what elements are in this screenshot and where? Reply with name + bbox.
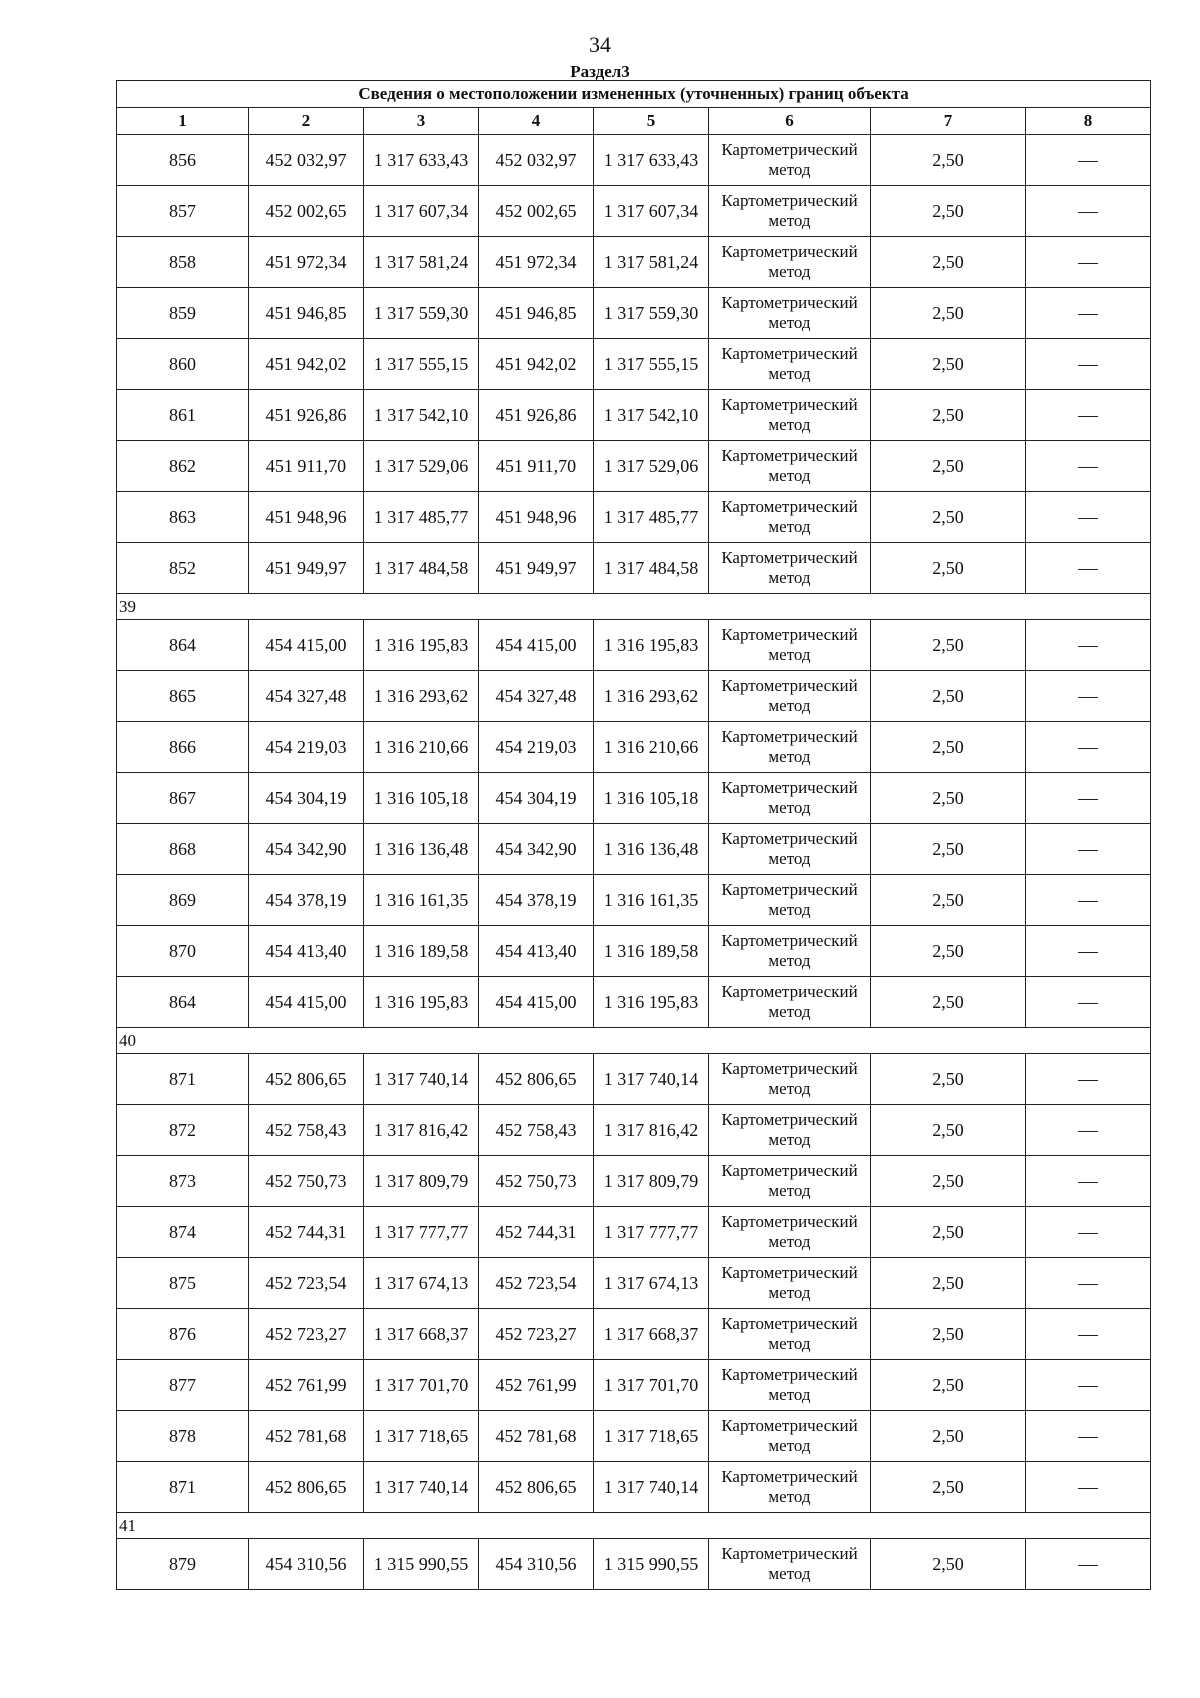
- cell-col-2: 452 744,31: [249, 1207, 364, 1258]
- cell-col-6: Картометрический метод: [709, 1411, 871, 1462]
- cell-col-1: 876: [117, 1309, 249, 1360]
- cell-col-2: 454 342,90: [249, 824, 364, 875]
- cell-col-6: Картометрический метод: [709, 671, 871, 722]
- cell-col-4: 451 949,97: [479, 543, 594, 594]
- cell-col-5: 1 317 777,77: [594, 1207, 709, 1258]
- table-caption: Сведения о местоположении измененных (уточненных) границ объекта: [117, 81, 1151, 108]
- cell-col-5: 1 317 701,70: [594, 1360, 709, 1411]
- dash-mark: [1078, 161, 1098, 162]
- cell-col-4: 454 415,00: [479, 977, 594, 1028]
- empty-value-dash: [1026, 1462, 1151, 1513]
- cell-col-6: Картометрический метод: [709, 237, 871, 288]
- cell-col-2: 454 219,03: [249, 722, 364, 773]
- cell-col-6: Картометрический метод: [709, 288, 871, 339]
- cell-col-1: 856: [117, 135, 249, 186]
- cell-col-7: 2,50: [871, 543, 1026, 594]
- cell-col-1: 867: [117, 773, 249, 824]
- cell-col-1: 877: [117, 1360, 249, 1411]
- table-row: [117, 620, 1151, 671]
- cell-col-1: 873: [117, 1156, 249, 1207]
- empty-value-dash: [1026, 875, 1151, 926]
- empty-value-dash: [1026, 543, 1151, 594]
- empty-value-dash: [1026, 492, 1151, 543]
- table-row: [117, 1360, 1151, 1411]
- cell-col-5: 1 317 485,77: [594, 492, 709, 543]
- cell-col-1: 879: [117, 1539, 249, 1590]
- contour-number: 40: [117, 1028, 1151, 1054]
- cell-col-1: 859: [117, 288, 249, 339]
- cell-col-2: 454 413,40: [249, 926, 364, 977]
- cell-col-4: 452 750,73: [479, 1156, 594, 1207]
- cell-col-5: 1 316 161,35: [594, 875, 709, 926]
- cell-col-1: 871: [117, 1054, 249, 1105]
- cell-col-1: 875: [117, 1258, 249, 1309]
- table-row: [117, 1258, 1151, 1309]
- cell-col-7: 2,50: [871, 237, 1026, 288]
- cell-col-6: Картометрический метод: [709, 722, 871, 773]
- cell-col-2: 452 723,54: [249, 1258, 364, 1309]
- dash-mark: [1078, 1565, 1098, 1566]
- cell-col-6: Картометрический метод: [709, 620, 871, 671]
- cell-col-2: 451 949,97: [249, 543, 364, 594]
- cell-col-2: 454 310,56: [249, 1539, 364, 1590]
- cell-col-4: 452 758,43: [479, 1105, 594, 1156]
- empty-value-dash: [1026, 620, 1151, 671]
- cell-col-4: 452 806,65: [479, 1054, 594, 1105]
- cell-col-3: 1 317 809,79: [364, 1156, 479, 1207]
- dash-mark: [1078, 748, 1098, 749]
- cell-col-5: 1 317 740,14: [594, 1462, 709, 1513]
- group-row: [117, 1028, 1151, 1054]
- cell-col-6: Картометрический метод: [709, 339, 871, 390]
- cell-col-4: 451 926,86: [479, 390, 594, 441]
- cell-col-1: 868: [117, 824, 249, 875]
- cell-col-5: 1 315 990,55: [594, 1539, 709, 1590]
- cell-col-6: Картометрический метод: [709, 1105, 871, 1156]
- cell-col-2: 452 806,65: [249, 1462, 364, 1513]
- cell-col-4: 454 219,03: [479, 722, 594, 773]
- cell-col-4: 452 744,31: [479, 1207, 594, 1258]
- cell-col-7: 2,50: [871, 492, 1026, 543]
- table-row: [117, 1207, 1151, 1258]
- cell-col-5: 1 317 816,42: [594, 1105, 709, 1156]
- cell-col-7: 2,50: [871, 390, 1026, 441]
- cell-col-5: 1 317 740,14: [594, 1054, 709, 1105]
- cell-col-6: Картометрический метод: [709, 1054, 871, 1105]
- cell-col-7: 2,50: [871, 722, 1026, 773]
- empty-value-dash: [1026, 135, 1151, 186]
- column-header: 7: [871, 108, 1026, 135]
- table-row: [117, 977, 1151, 1028]
- table-row: [117, 1309, 1151, 1360]
- dash-mark: [1078, 646, 1098, 647]
- column-header: 1: [117, 108, 249, 135]
- cell-col-6: Картометрический метод: [709, 543, 871, 594]
- cell-col-7: 2,50: [871, 977, 1026, 1028]
- table-row: [117, 1054, 1151, 1105]
- cell-col-7: 2,50: [871, 671, 1026, 722]
- cell-col-1: 860: [117, 339, 249, 390]
- empty-value-dash: [1026, 288, 1151, 339]
- cell-col-6: Картометрический метод: [709, 824, 871, 875]
- cell-col-2: 452 032,97: [249, 135, 364, 186]
- cell-col-5: 1 316 105,18: [594, 773, 709, 824]
- column-header: 8: [1026, 108, 1151, 135]
- cell-col-1: 858: [117, 237, 249, 288]
- cell-col-3: 1 317 777,77: [364, 1207, 479, 1258]
- cell-col-4: 454 304,19: [479, 773, 594, 824]
- empty-value-dash: [1026, 926, 1151, 977]
- table-row: [117, 186, 1151, 237]
- cell-col-1: 866: [117, 722, 249, 773]
- cell-col-3: 1 317 633,43: [364, 135, 479, 186]
- cell-col-7: 2,50: [871, 1258, 1026, 1309]
- cell-col-2: 451 942,02: [249, 339, 364, 390]
- cell-col-4: 454 342,90: [479, 824, 594, 875]
- cell-col-3: 1 316 105,18: [364, 773, 479, 824]
- cell-col-6: Картометрический метод: [709, 977, 871, 1028]
- empty-value-dash: [1026, 773, 1151, 824]
- empty-value-dash: [1026, 237, 1151, 288]
- cell-col-4: 452 723,54: [479, 1258, 594, 1309]
- cell-col-4: 451 972,34: [479, 237, 594, 288]
- cell-col-5: 1 316 189,58: [594, 926, 709, 977]
- column-header: 5: [594, 108, 709, 135]
- table-row: [117, 1462, 1151, 1513]
- cell-col-1: 857: [117, 186, 249, 237]
- empty-value-dash: [1026, 1054, 1151, 1105]
- cell-col-3: 1 317 740,14: [364, 1462, 479, 1513]
- cell-col-7: 2,50: [871, 1462, 1026, 1513]
- cell-col-4: 451 946,85: [479, 288, 594, 339]
- cell-col-1: 874: [117, 1207, 249, 1258]
- cell-col-5: 1 317 607,34: [594, 186, 709, 237]
- cell-col-7: 2,50: [871, 1105, 1026, 1156]
- cell-col-7: 2,50: [871, 1360, 1026, 1411]
- page-number: 34: [589, 32, 611, 57]
- column-header: 4: [479, 108, 594, 135]
- cell-col-4: 454 378,19: [479, 875, 594, 926]
- cell-col-6: Картометрический метод: [709, 1207, 871, 1258]
- cell-col-4: 452 806,65: [479, 1462, 594, 1513]
- dash-mark: [1078, 467, 1098, 468]
- cell-col-1: 864: [117, 977, 249, 1028]
- table-row: [117, 135, 1151, 186]
- cell-col-2: 454 415,00: [249, 977, 364, 1028]
- empty-value-dash: [1026, 339, 1151, 390]
- cell-col-2: 452 723,27: [249, 1309, 364, 1360]
- cell-col-5: 1 317 555,15: [594, 339, 709, 390]
- table-row: [117, 1156, 1151, 1207]
- dash-mark: [1078, 416, 1098, 417]
- cell-col-3: 1 317 701,70: [364, 1360, 479, 1411]
- cell-col-3: 1 316 210,66: [364, 722, 479, 773]
- cell-col-3: 1 317 607,34: [364, 186, 479, 237]
- cell-col-2: 452 002,65: [249, 186, 364, 237]
- cell-col-2: 451 948,96: [249, 492, 364, 543]
- contour-number: 39: [117, 594, 1151, 620]
- cell-col-3: 1 316 136,48: [364, 824, 479, 875]
- contour-number: 41: [117, 1513, 1151, 1539]
- column-header: 6: [709, 108, 871, 135]
- table-row: [117, 492, 1151, 543]
- cell-col-4: 451 911,70: [479, 441, 594, 492]
- cell-col-4: 452 032,97: [479, 135, 594, 186]
- cell-col-2: 454 327,48: [249, 671, 364, 722]
- cell-col-5: 1 317 559,30: [594, 288, 709, 339]
- cell-col-4: 454 327,48: [479, 671, 594, 722]
- cell-col-3: 1 317 542,10: [364, 390, 479, 441]
- cell-col-7: 2,50: [871, 1309, 1026, 1360]
- dash-mark: [1078, 518, 1098, 519]
- cell-col-7: 2,50: [871, 620, 1026, 671]
- empty-value-dash: [1026, 441, 1151, 492]
- dash-mark: [1078, 1488, 1098, 1489]
- cell-col-6: Картометрический метод: [709, 186, 871, 237]
- cell-col-3: 1 315 990,55: [364, 1539, 479, 1590]
- cell-col-5: 1 317 542,10: [594, 390, 709, 441]
- cell-col-5: 1 316 195,83: [594, 620, 709, 671]
- table-row: [117, 1105, 1151, 1156]
- cell-col-3: 1 317 559,30: [364, 288, 479, 339]
- cell-col-1: 870: [117, 926, 249, 977]
- group-row: [117, 594, 1151, 620]
- dash-mark: [1078, 263, 1098, 264]
- cell-col-2: 454 304,19: [249, 773, 364, 824]
- cell-col-3: 1 317 485,77: [364, 492, 479, 543]
- dash-mark: [1078, 1437, 1098, 1438]
- dash-mark: [1078, 1080, 1098, 1081]
- cell-col-6: Картометрический метод: [709, 135, 871, 186]
- cell-col-3: 1 316 293,62: [364, 671, 479, 722]
- cell-col-1: 864: [117, 620, 249, 671]
- cell-col-5: 1 316 293,62: [594, 671, 709, 722]
- table-row: [117, 1411, 1151, 1462]
- column-header: 2: [249, 108, 364, 135]
- cell-col-6: Картометрический метод: [709, 875, 871, 926]
- cell-col-4: 451 948,96: [479, 492, 594, 543]
- cell-col-1: 863: [117, 492, 249, 543]
- dash-mark: [1078, 1003, 1098, 1004]
- cell-col-4: 454 413,40: [479, 926, 594, 977]
- cell-col-7: 2,50: [871, 135, 1026, 186]
- cell-col-1: 852: [117, 543, 249, 594]
- cell-col-7: 2,50: [871, 288, 1026, 339]
- dash-mark: [1078, 1233, 1098, 1234]
- cell-col-5: 1 316 210,66: [594, 722, 709, 773]
- cell-col-2: 451 946,85: [249, 288, 364, 339]
- cell-col-2: 454 378,19: [249, 875, 364, 926]
- cell-col-5: 1 317 581,24: [594, 237, 709, 288]
- cell-col-3: 1 317 740,14: [364, 1054, 479, 1105]
- cell-col-3: 1 317 555,15: [364, 339, 479, 390]
- dash-mark: [1078, 365, 1098, 366]
- cell-col-3: 1 317 529,06: [364, 441, 479, 492]
- table-row: [117, 722, 1151, 773]
- dash-mark: [1078, 1131, 1098, 1132]
- cell-col-3: 1 317 581,24: [364, 237, 479, 288]
- cell-col-1: 878: [117, 1411, 249, 1462]
- dash-mark: [1078, 901, 1098, 902]
- empty-value-dash: [1026, 722, 1151, 773]
- cell-col-4: 452 781,68: [479, 1411, 594, 1462]
- cell-col-1: 865: [117, 671, 249, 722]
- cell-col-1: 872: [117, 1105, 249, 1156]
- cell-col-2: 451 972,34: [249, 237, 364, 288]
- dash-mark: [1078, 1335, 1098, 1336]
- cell-col-4: 454 415,00: [479, 620, 594, 671]
- cell-col-6: Картометрический метод: [709, 492, 871, 543]
- table-row: [117, 237, 1151, 288]
- table-row: [117, 671, 1151, 722]
- cell-col-6: Картометрический метод: [709, 926, 871, 977]
- cell-col-2: 451 926,86: [249, 390, 364, 441]
- dash-mark: [1078, 799, 1098, 800]
- empty-value-dash: [1026, 824, 1151, 875]
- empty-value-dash: [1026, 1411, 1151, 1462]
- dash-mark: [1078, 314, 1098, 315]
- dash-mark: [1078, 697, 1098, 698]
- cell-col-7: 2,50: [871, 339, 1026, 390]
- cell-col-2: 452 761,99: [249, 1360, 364, 1411]
- empty-value-dash: [1026, 390, 1151, 441]
- cell-col-6: Картометрический метод: [709, 773, 871, 824]
- section-title: Раздел3: [570, 62, 630, 81]
- empty-value-dash: [1026, 1258, 1151, 1309]
- cell-col-5: 1 317 529,06: [594, 441, 709, 492]
- boundary-table: [116, 80, 1151, 1590]
- empty-value-dash: [1026, 1207, 1151, 1258]
- cell-col-2: 452 781,68: [249, 1411, 364, 1462]
- cell-col-7: 2,50: [871, 1539, 1026, 1590]
- cell-col-7: 2,50: [871, 926, 1026, 977]
- cell-col-5: 1 316 195,83: [594, 977, 709, 1028]
- cell-col-2: 454 415,00: [249, 620, 364, 671]
- table-row: [117, 288, 1151, 339]
- table-row: [117, 543, 1151, 594]
- cell-col-7: 2,50: [871, 1156, 1026, 1207]
- cell-col-3: 1 317 484,58: [364, 543, 479, 594]
- cell-col-7: 2,50: [871, 1411, 1026, 1462]
- dash-mark: [1078, 1182, 1098, 1183]
- cell-col-6: Картометрический метод: [709, 390, 871, 441]
- empty-value-dash: [1026, 1360, 1151, 1411]
- empty-value-dash: [1026, 1539, 1151, 1590]
- cell-col-4: 454 310,56: [479, 1539, 594, 1590]
- table-row: [117, 824, 1151, 875]
- cell-col-3: 1 317 718,65: [364, 1411, 479, 1462]
- cell-col-7: 2,50: [871, 1054, 1026, 1105]
- table-row: [117, 926, 1151, 977]
- dash-mark: [1078, 212, 1098, 213]
- cell-col-3: 1 316 195,83: [364, 620, 479, 671]
- cell-col-6: Картометрический метод: [709, 1156, 871, 1207]
- cell-col-2: 452 806,65: [249, 1054, 364, 1105]
- dash-mark: [1078, 569, 1098, 570]
- table-row: [117, 390, 1151, 441]
- cell-col-2: 452 758,43: [249, 1105, 364, 1156]
- cell-col-7: 2,50: [871, 773, 1026, 824]
- cell-col-3: 1 316 189,58: [364, 926, 479, 977]
- cell-col-4: 451 942,02: [479, 339, 594, 390]
- cell-col-7: 2,50: [871, 824, 1026, 875]
- empty-value-dash: [1026, 1156, 1151, 1207]
- cell-col-5: 1 317 668,37: [594, 1309, 709, 1360]
- cell-col-5: 1 317 718,65: [594, 1411, 709, 1462]
- table-row: [117, 1539, 1151, 1590]
- cell-col-5: 1 316 136,48: [594, 824, 709, 875]
- cell-col-2: 452 750,73: [249, 1156, 364, 1207]
- cell-col-7: 2,50: [871, 186, 1026, 237]
- table-row: [117, 339, 1151, 390]
- cell-col-6: Картометрический метод: [709, 1360, 871, 1411]
- table-row: [117, 441, 1151, 492]
- cell-col-5: 1 317 674,13: [594, 1258, 709, 1309]
- table-row: [117, 875, 1151, 926]
- empty-value-dash: [1026, 671, 1151, 722]
- cell-col-5: 1 317 809,79: [594, 1156, 709, 1207]
- cell-col-1: 861: [117, 390, 249, 441]
- cell-col-6: Картометрический метод: [709, 441, 871, 492]
- group-row: [117, 1513, 1151, 1539]
- table-body: [117, 135, 1151, 1590]
- cell-col-1: 871: [117, 1462, 249, 1513]
- cell-col-4: 452 002,65: [479, 186, 594, 237]
- cell-col-5: 1 317 484,58: [594, 543, 709, 594]
- cell-col-6: Картометрический метод: [709, 1539, 871, 1590]
- cell-col-3: 1 317 674,13: [364, 1258, 479, 1309]
- empty-value-dash: [1026, 186, 1151, 237]
- cell-col-2: 451 911,70: [249, 441, 364, 492]
- column-header-row: [117, 108, 1151, 135]
- dash-mark: [1078, 850, 1098, 851]
- cell-col-1: 862: [117, 441, 249, 492]
- empty-value-dash: [1026, 1105, 1151, 1156]
- cell-col-6: Картометрический метод: [709, 1258, 871, 1309]
- cell-col-3: 1 316 195,83: [364, 977, 479, 1028]
- cell-col-7: 2,50: [871, 875, 1026, 926]
- cell-col-6: Картометрический метод: [709, 1309, 871, 1360]
- cell-col-4: 452 761,99: [479, 1360, 594, 1411]
- cell-col-3: 1 317 668,37: [364, 1309, 479, 1360]
- empty-value-dash: [1026, 1309, 1151, 1360]
- cell-col-1: 869: [117, 875, 249, 926]
- cell-col-6: Картометрический метод: [709, 1462, 871, 1513]
- cell-col-7: 2,50: [871, 1207, 1026, 1258]
- dash-mark: [1078, 1386, 1098, 1387]
- column-header: 3: [364, 108, 479, 135]
- cell-col-7: 2,50: [871, 441, 1026, 492]
- empty-value-dash: [1026, 977, 1151, 1028]
- cell-col-3: 1 316 161,35: [364, 875, 479, 926]
- cell-col-3: 1 317 816,42: [364, 1105, 479, 1156]
- dash-mark: [1078, 1284, 1098, 1285]
- cell-col-4: 452 723,27: [479, 1309, 594, 1360]
- dash-mark: [1078, 952, 1098, 953]
- cell-col-5: 1 317 633,43: [594, 135, 709, 186]
- table-row: [117, 773, 1151, 824]
